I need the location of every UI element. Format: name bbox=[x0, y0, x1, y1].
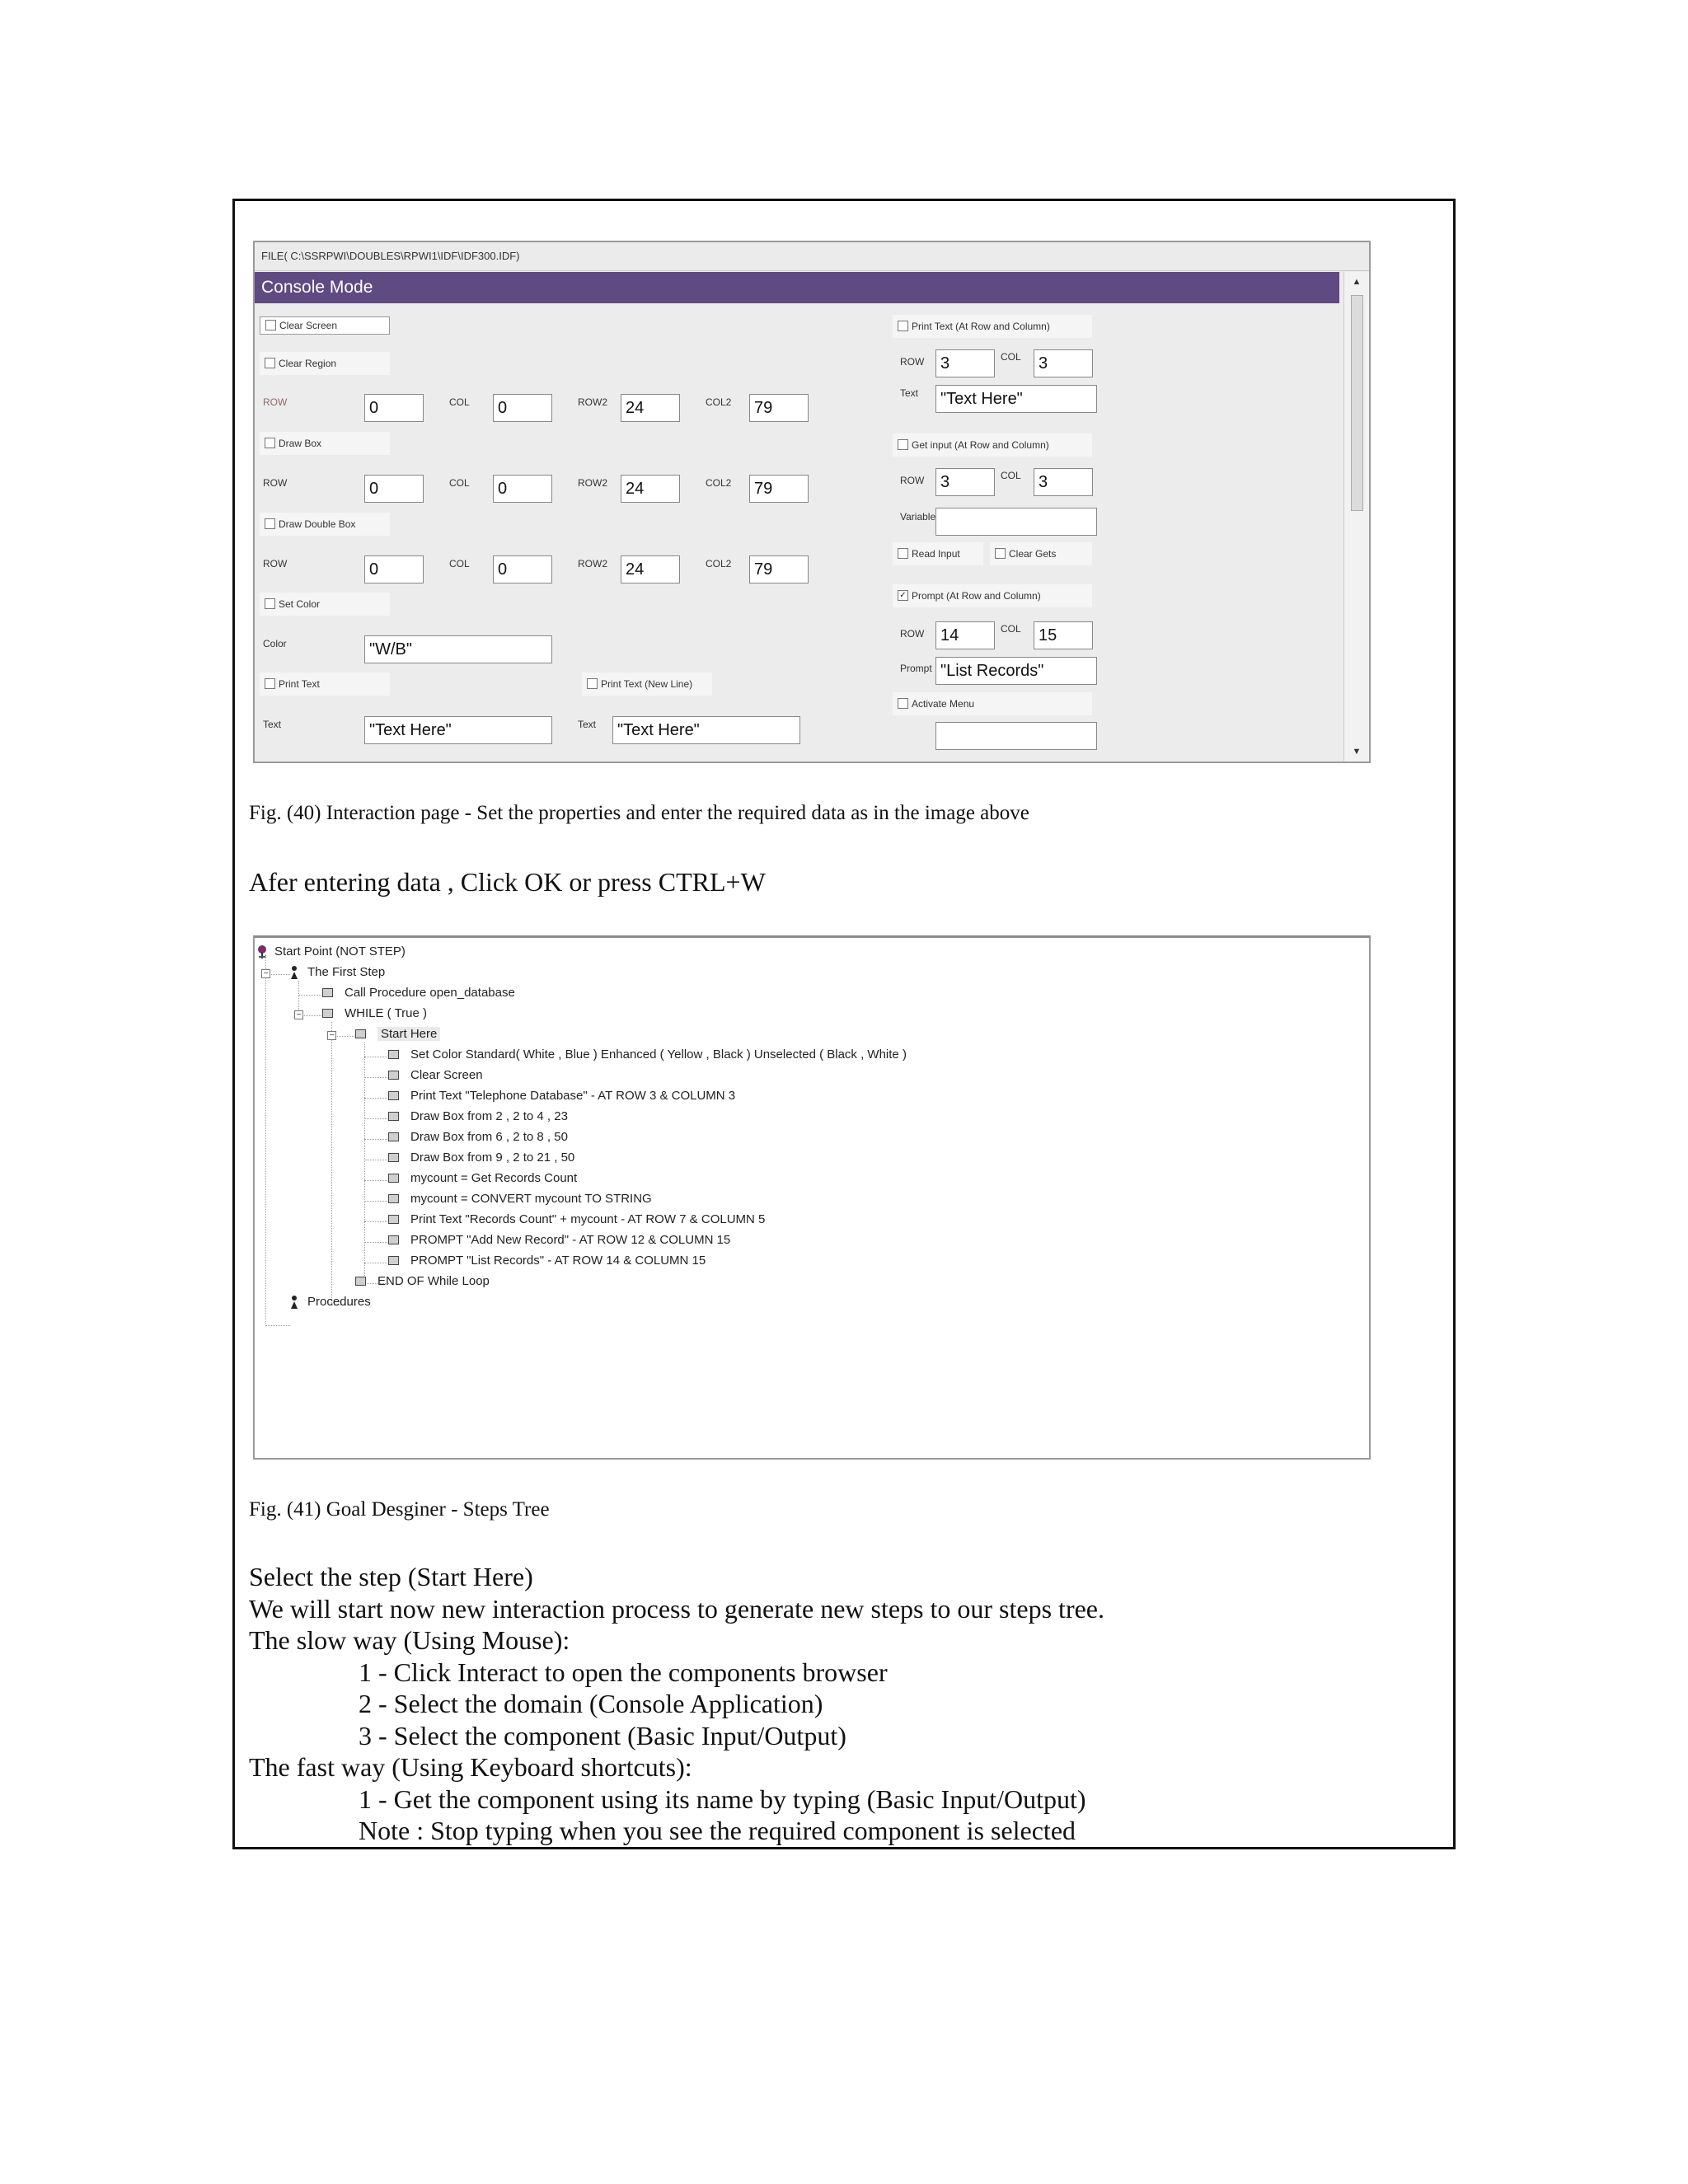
scrollbar-thumb[interactable] bbox=[1351, 295, 1363, 511]
pr-row-label: ROW bbox=[900, 628, 925, 640]
step-icon bbox=[388, 1194, 399, 1203]
tree-guide-line bbox=[298, 995, 323, 996]
activate-menu-label: Activate Menu bbox=[912, 698, 975, 710]
prompt-input[interactable]: "List Records" bbox=[935, 657, 1097, 685]
checkbox-icon[interactable] bbox=[995, 548, 1006, 559]
tree-node-first-step[interactable] bbox=[289, 963, 385, 982]
tree-node-label: PROMPT "List Records" - AT ROW 14 & COLUMN 15 bbox=[410, 1254, 706, 1268]
color-input[interactable]: "W/B" bbox=[364, 635, 552, 663]
tree-node-print-records-count[interactable] bbox=[388, 1211, 765, 1229]
double-box-col-label: COL bbox=[449, 558, 470, 569]
step-icon bbox=[388, 1132, 399, 1141]
clear-region-label: Clear Region bbox=[279, 358, 337, 369]
read-input-checkbox[interactable] bbox=[893, 542, 983, 565]
pt-col-label: COL bbox=[1001, 351, 1021, 363]
body-line: 1 - Click Interact to open the components browser bbox=[359, 1657, 888, 1687]
checkbox-icon[interactable] bbox=[898, 698, 908, 709]
draw-box-checkbox[interactable] bbox=[260, 432, 390, 455]
tree-node-label: Draw Box from 9 , 2 to 21 , 50 bbox=[410, 1151, 575, 1165]
print-text-at-checkbox[interactable] bbox=[893, 315, 1092, 338]
box-row-input[interactable]: 0 bbox=[364, 475, 424, 503]
double-box-row-input[interactable]: 0 bbox=[364, 555, 424, 583]
vertical-scrollbar[interactable] bbox=[1343, 272, 1369, 762]
tree-guide-line bbox=[364, 1139, 389, 1140]
tree-node-draw-box-2[interactable] bbox=[388, 1128, 568, 1146]
step-icon bbox=[388, 1112, 399, 1121]
clear-gets-checkbox[interactable] bbox=[990, 542, 1092, 565]
variable-input[interactable] bbox=[935, 508, 1097, 536]
pr-col-label: COL bbox=[1001, 623, 1021, 635]
tree-node-label: Procedures bbox=[307, 1295, 371, 1309]
print-text-text-label: Text bbox=[263, 719, 282, 730]
checkbox-icon[interactable] bbox=[265, 358, 275, 368]
step-icon bbox=[388, 1091, 399, 1100]
tree-node-label: Draw Box from 2 , 2 to 4 , 23 bbox=[410, 1109, 568, 1123]
step-icon bbox=[388, 1071, 399, 1080]
console-mode-screenshot bbox=[253, 241, 1371, 763]
tree-node-clear-screen[interactable] bbox=[388, 1066, 483, 1085]
gi-row-label: ROW bbox=[900, 475, 925, 486]
draw-box-label: Draw Box bbox=[279, 438, 322, 449]
set-color-checkbox[interactable] bbox=[260, 593, 390, 616]
step-icon bbox=[388, 1174, 399, 1183]
tree-node-procedures[interactable] bbox=[289, 1293, 371, 1311]
clear-region-checkbox[interactable] bbox=[260, 352, 390, 375]
set-color-label: Set Color bbox=[279, 598, 321, 610]
print-text-input[interactable]: "Text Here" bbox=[364, 716, 552, 744]
step-icon bbox=[355, 1277, 366, 1286]
activate-menu-input[interactable] bbox=[935, 722, 1097, 750]
pt-text-label: Text bbox=[900, 387, 919, 399]
figure-40-caption: Fig. (40) Interaction page - Set the properties and enter the required data as in the image above bbox=[249, 802, 1029, 824]
body-line: The fast way (Using Keyboard shortcuts): bbox=[249, 1752, 692, 1782]
tree-guide-line bbox=[364, 1242, 389, 1243]
double-box-col2-label: COL2 bbox=[706, 558, 732, 569]
tree-guide-line bbox=[331, 1022, 332, 1305]
tree-node-draw-box-1[interactable] bbox=[388, 1108, 568, 1126]
collapse-icon[interactable]: − bbox=[294, 1010, 303, 1019]
tree-node-end-while[interactable] bbox=[355, 1272, 490, 1291]
step-icon bbox=[388, 1235, 399, 1244]
console-mode-title: Console Mode bbox=[255, 272, 1339, 303]
tree-node-start-point[interactable] bbox=[256, 943, 406, 961]
step-icon bbox=[322, 1009, 333, 1018]
tree-node-call-procedure[interactable] bbox=[322, 984, 515, 1002]
step-person-icon bbox=[289, 1295, 299, 1310]
tree-guide-line bbox=[364, 1118, 389, 1119]
tree-node-label: Print Text "Records Count" + mycount - AT ROW 7 & COLUMN 5 bbox=[410, 1212, 766, 1226]
activate-menu-checkbox[interactable] bbox=[893, 692, 1092, 715]
box-row-label: ROW bbox=[263, 477, 288, 489]
box-row2-input[interactable]: 24 bbox=[621, 475, 680, 503]
tree-node-label: END OF While Loop bbox=[377, 1274, 490, 1288]
gi-col-input[interactable]: 3 bbox=[1034, 468, 1093, 496]
region-row2-label: ROW2 bbox=[578, 396, 607, 408]
step-icon bbox=[388, 1256, 399, 1265]
box-col2-label: COL2 bbox=[706, 477, 732, 489]
pr-col-input[interactable]: 15 bbox=[1034, 621, 1093, 649]
start-point-icon bbox=[256, 944, 266, 959]
region-row-input[interactable]: 0 bbox=[364, 394, 424, 422]
tree-node-label: Print Text "Telephone Database" - AT ROW 3 & COLUMN 3 bbox=[410, 1089, 736, 1103]
print-text-checkbox[interactable] bbox=[260, 673, 390, 696]
region-row-label: ROW bbox=[263, 396, 288, 408]
draw-double-box-checkbox[interactable] bbox=[260, 513, 390, 536]
tree-node-label: Start Point (NOT STEP) bbox=[274, 944, 406, 958]
double-box-col2-input[interactable]: 79 bbox=[749, 555, 809, 583]
step-icon bbox=[388, 1153, 399, 1162]
pt-row-label: ROW bbox=[900, 356, 925, 368]
gi-row-input[interactable]: 3 bbox=[935, 468, 995, 496]
print-text-new-line-text-label: Text bbox=[578, 719, 597, 730]
tree-node-set-color[interactable] bbox=[388, 1046, 907, 1064]
double-box-row2-label: ROW2 bbox=[578, 558, 607, 569]
tree-guide-line bbox=[265, 1325, 290, 1326]
step-icon bbox=[388, 1050, 399, 1059]
tree-node-label: Clear Screen bbox=[410, 1068, 483, 1082]
tree-node-label: The First Step bbox=[307, 965, 386, 979]
pt-row-input[interactable]: 3 bbox=[935, 349, 995, 377]
tree-node-label: Call Procedure open_database bbox=[345, 986, 515, 1000]
region-row2-input[interactable]: 24 bbox=[621, 394, 680, 422]
steps-tree-screenshot bbox=[253, 935, 1371, 1460]
body-line: 2 - Select the domain (Console Application) bbox=[359, 1689, 823, 1718]
region-col2-input[interactable]: 79 bbox=[749, 394, 809, 422]
tree-guide-line bbox=[265, 954, 266, 1324]
scroll-up-icon[interactable]: ▲ bbox=[1352, 277, 1362, 287]
double-box-row2-input[interactable]: 24 bbox=[621, 555, 680, 583]
checkbox-icon[interactable] bbox=[265, 598, 275, 609]
tree-node-draw-box-3[interactable] bbox=[388, 1149, 574, 1167]
read-input-label: Read Input bbox=[912, 548, 960, 560]
tree-node-prompt-add[interactable] bbox=[388, 1231, 730, 1249]
instruction-text: Afer entering data , Click OK or press CTRL+W bbox=[249, 867, 766, 897]
print-text-label: Print Text bbox=[279, 678, 320, 690]
box-row2-label: ROW2 bbox=[578, 477, 607, 489]
box-col-label: COL bbox=[449, 477, 470, 489]
region-col-label: COL bbox=[449, 396, 470, 408]
print-text-new-line-label: Print Text (New Line) bbox=[601, 678, 693, 690]
step-icon bbox=[322, 988, 333, 997]
tree-guide-line bbox=[364, 1180, 389, 1181]
prompt-label: Prompt bbox=[900, 663, 932, 674]
step-person-icon bbox=[289, 965, 299, 980]
checkbox-icon[interactable] bbox=[265, 438, 275, 448]
print-text-new-line-input[interactable]: "Text Here" bbox=[612, 716, 800, 744]
collapse-icon[interactable]: − bbox=[261, 969, 270, 978]
body-line: Note : Stop typing when you see the required component is selected bbox=[359, 1816, 1076, 1845]
prompt-at-checkbox[interactable] bbox=[893, 584, 1092, 607]
pt-text-input[interactable]: "Text Here" bbox=[935, 385, 1097, 413]
clear-gets-label: Clear Gets bbox=[1009, 548, 1057, 560]
file-path-bar: FILE( C:\SSRPWI\DOUBLES\RPWI1\IDF\IDF300.IDF) bbox=[255, 242, 1369, 271]
checkbox-icon[interactable] bbox=[265, 518, 275, 529]
step-icon bbox=[355, 1029, 366, 1038]
checkbox-icon[interactable] bbox=[265, 678, 275, 689]
figure-41-caption: Fig. (41) Goal Desginer - Steps Tree bbox=[249, 1498, 550, 1521]
clear-screen-checkbox[interactable] bbox=[260, 316, 390, 335]
tree-node-label: Draw Box from 6 , 2 to 8 , 50 bbox=[410, 1130, 568, 1144]
variable-label: Variable bbox=[900, 511, 936, 523]
tree-node-label: Start Here bbox=[377, 1027, 440, 1041]
box-col2-input[interactable]: 79 bbox=[749, 475, 809, 503]
gi-col-label: COL bbox=[1001, 470, 1021, 481]
prompt-at-label: Prompt (At Row and Column) bbox=[912, 590, 1041, 602]
print-text-at-label: Print Text (At Row and Column) bbox=[912, 321, 1050, 332]
tree-node-label: PROMPT "Add New Record" - AT ROW 12 & COLUMN 15 bbox=[410, 1233, 731, 1247]
body-line: 3 - Select the component (Basic Input/Output) bbox=[359, 1721, 846, 1750]
color-label: Color bbox=[263, 638, 287, 649]
clear-screen-label: Clear Screen bbox=[279, 320, 338, 331]
print-text-new-line-checkbox[interactable] bbox=[582, 673, 712, 696]
tree-node-get-records-count[interactable] bbox=[388, 1169, 577, 1188]
body-line: The slow way (Using Mouse): bbox=[249, 1625, 570, 1655]
tree-guide-line bbox=[364, 1221, 389, 1222]
step-icon bbox=[388, 1215, 399, 1224]
checkbox-icon[interactable] bbox=[265, 320, 276, 330]
tree-node-label: mycount = CONVERT mycount TO STRING bbox=[410, 1192, 652, 1206]
tree-guide-line bbox=[364, 1098, 389, 1099]
checkbox-icon[interactable]: ✓ bbox=[898, 590, 908, 601]
tree-node-prompt-list[interactable] bbox=[388, 1252, 706, 1270]
body-line: 1 - Get the component using its name by typing (Basic Input/Output) bbox=[359, 1784, 1086, 1814]
pr-row-input[interactable]: 14 bbox=[935, 621, 995, 649]
tree-node-label: mycount = Get Records Count bbox=[410, 1171, 578, 1185]
checkbox-icon[interactable] bbox=[587, 678, 598, 689]
pt-col-input[interactable]: 3 bbox=[1034, 349, 1093, 377]
tree-node-while[interactable] bbox=[322, 1005, 427, 1023]
draw-double-box-label: Draw Double Box bbox=[279, 518, 356, 530]
body-line: We will start now new interaction process to generate new steps to our steps tree. bbox=[249, 1594, 1104, 1624]
body-line: Select the step (Start Here) bbox=[249, 1562, 533, 1591]
get-input-at-checkbox[interactable] bbox=[893, 434, 1092, 457]
get-input-at-label: Get input (At Row and Column) bbox=[912, 439, 1049, 451]
collapse-icon[interactable]: − bbox=[327, 1031, 336, 1040]
region-col2-label: COL2 bbox=[706, 396, 732, 408]
box-col-input[interactable]: 0 bbox=[493, 475, 552, 503]
checkbox-icon[interactable] bbox=[898, 439, 908, 450]
tree-node-convert[interactable] bbox=[388, 1190, 652, 1208]
tree-node-start-here[interactable] bbox=[355, 1025, 440, 1043]
double-box-col-input[interactable]: 0 bbox=[493, 555, 552, 583]
tree-guide-line bbox=[364, 1077, 389, 1078]
checkbox-icon[interactable] bbox=[898, 321, 908, 331]
tree-node-label: WHILE ( True ) bbox=[345, 1006, 428, 1020]
double-box-row-label: ROW bbox=[263, 558, 288, 569]
scroll-down-icon[interactable]: ▼ bbox=[1352, 747, 1362, 757]
region-col-input[interactable]: 0 bbox=[493, 394, 552, 422]
tree-node-label: Set Color Standard( White , Blue ) Enhanced ( Yellow , Black ) Unselected ( Black , White ) bbox=[410, 1047, 907, 1062]
tree-guide-line bbox=[364, 1201, 389, 1202]
tree-node-print-text-telephone[interactable] bbox=[388, 1087, 735, 1105]
checkbox-icon[interactable] bbox=[898, 548, 908, 559]
tree-guide-line bbox=[364, 1043, 365, 1284]
